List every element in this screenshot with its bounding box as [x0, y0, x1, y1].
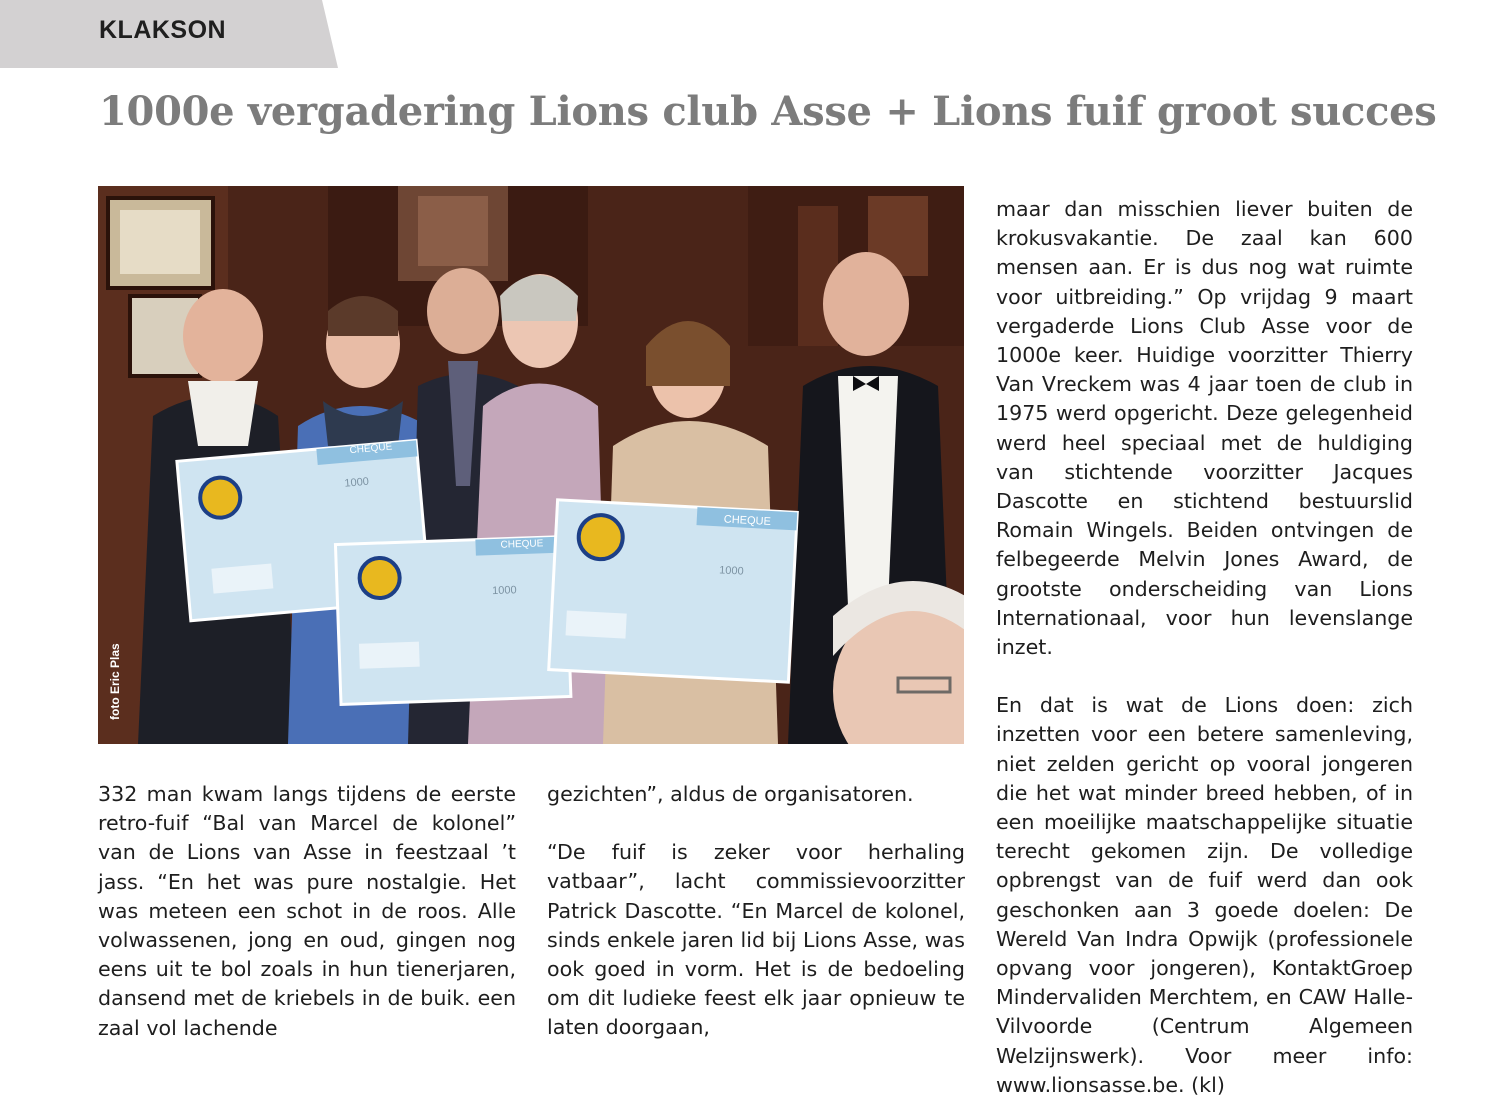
article-column-1 — [98, 780, 516, 1043]
article-column-2 — [547, 780, 965, 1043]
article-headline: 1000e vergadering Lions club Asse + Lions fuif groot succes — [99, 88, 1437, 135]
cheque-amount-2: 1000 — [491, 584, 517, 598]
photo-illustration — [98, 186, 964, 744]
article-column-3 — [996, 195, 1413, 1100]
cheque-label-3: CHEQUE — [723, 513, 772, 529]
cheque-amount-3: 1000 — [718, 564, 744, 578]
body-paragraph: gezichten”, aldus de organisatoren. — [547, 782, 914, 806]
cheque-label-2: CHEQUE — [500, 538, 544, 551]
cheque-amount-1: 1000 — [343, 475, 370, 490]
body-paragraph: maar dan misschien liever buiten de krokusvakantie. De zaal kan 600 mensen aan. Er is dus nog wat ruimte voor uitbreiding.” Op vrijdag 9 maart vergaderde Lions Club Asse voor de 1000e keer. Huidige voorzitter Thierry Van Vreckem was 4 jaar toen de club in 1975 werd opgericht. Deze gelegenheid werd heel speciaal met de huldiging van stichtende voorzitter Jacques Dascotte en stichtend bestuurslid Romain Wingels. Beiden ontvingen de felbegeerde Melvin Jones Award, de grootste onderscheiding van Lions Internationaal, voor hun levenslange inzet. — [996, 197, 1413, 660]
body-paragraph: En dat is wat de Lions doen: zich inzetten voor een betere samenleving, niet zelden gericht op vooral jongeren die het wat minder breed hebben, of in een moeilijke maatschappelijke situatie terecht gekomen zijn. De volledige opbrengst van de fuif werd dan ook geschonken aan 3 goede doelen: De Wereld Van Indra Opwijk (professionele opvang voor jongeren), KontaktGroep Mindervaliden Merchtem, en CAW Halle-Vilvoorde (Centrum Algemeen Welzijnswerk). Voor meer info: www.lionsasse.be. (kl) — [996, 693, 1413, 1097]
cheque-label-1: CHEQUE — [349, 441, 393, 457]
body-paragraph: “De fuif is zeker voor herhaling vatbaar”, lacht commissievoorzitter Patrick Dascotte. “En Marcel de kolonel, sinds enkele jaren lid bij Lions Asse, was ook goed in vorm. Het is de bedoeling om dit ludieke feest elk jaar opnieuw te laten doorgaan, — [547, 840, 965, 1040]
photo-credit: foto Eric Plas — [108, 643, 122, 720]
article-photo — [98, 186, 964, 744]
body-paragraph: 332 man kwam langs tijdens de eerste retro-fuif “Bal van Marcel de kolonel” van de Lions van Asse in feestzaal ’t jass. “En het was pure nostalgie. Het was meteen een schot in de roos. Alle volwassenen, jong en oud, gingen nog eens uit te bol zoals in hun tienerjaren, dansend met de kriebels in de buik. een zaal vol lachende — [98, 782, 516, 1040]
section-label: KLAKSON — [99, 16, 227, 44]
